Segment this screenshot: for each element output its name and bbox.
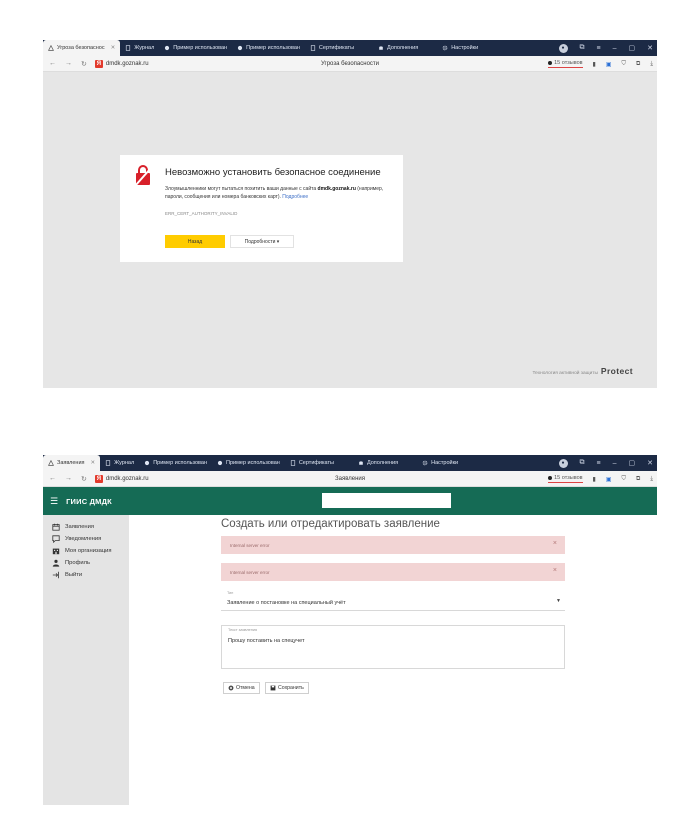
bookmark-icon[interactable]: ▮ bbox=[592, 476, 596, 483]
calendar-icon bbox=[52, 523, 60, 531]
main-content bbox=[129, 515, 657, 805]
tab-label: Дополнения bbox=[387, 45, 419, 51]
download-icon[interactable]: ⤓ bbox=[650, 60, 653, 67]
error-alert bbox=[221, 536, 565, 554]
tab-label: Заявления bbox=[57, 460, 85, 466]
close-icon[interactable]: × bbox=[552, 540, 557, 547]
forward-arrow-icon[interactable]: → bbox=[65, 474, 72, 482]
application-text-field[interactable] bbox=[221, 625, 565, 669]
page-icon bbox=[105, 460, 111, 466]
sidebar-item-label: Выйти bbox=[65, 572, 83, 578]
reviews-label: 15 отзывов bbox=[554, 475, 583, 481]
gear-icon bbox=[442, 45, 448, 51]
restore-icon[interactable]: ▢ bbox=[628, 460, 636, 467]
sidebar-item-applications[interactable] bbox=[43, 521, 129, 533]
warning-card bbox=[120, 155, 403, 262]
dot-icon bbox=[548, 61, 552, 65]
details-button[interactable]: Подробности ▾ bbox=[230, 235, 294, 248]
sidebar-item-label: Заявления bbox=[65, 524, 94, 530]
tab-extensions[interactable] bbox=[373, 40, 423, 56]
sidebar-item-profile[interactable] bbox=[43, 557, 129, 569]
browser-tab-bar bbox=[43, 455, 657, 471]
page-icon bbox=[125, 45, 131, 51]
tab-example-1[interactable] bbox=[139, 455, 212, 471]
tab-certificates[interactable] bbox=[285, 455, 339, 471]
puzzle-icon bbox=[378, 45, 384, 51]
redacted-area bbox=[322, 493, 451, 508]
tab-journal[interactable] bbox=[120, 40, 159, 56]
reload-icon[interactable]: ↻ bbox=[81, 475, 87, 483]
tab-label: Пример использован bbox=[246, 45, 300, 51]
download-icon[interactable]: ⤓ bbox=[650, 475, 653, 482]
page-icon bbox=[310, 45, 316, 51]
sidebar-item-organization[interactable] bbox=[43, 545, 129, 557]
page-title-center: Заявления bbox=[334, 475, 365, 482]
alert-text: Internal server error bbox=[230, 542, 270, 548]
close-icon[interactable]: ✕ bbox=[110, 45, 116, 51]
share-icon[interactable]: ⧉ bbox=[636, 475, 641, 482]
protect-tech-label: Технология активной защиты bbox=[532, 371, 598, 376]
page-title: Создать или отредактировать заявление bbox=[221, 518, 440, 530]
back-button[interactable]: Назад bbox=[165, 235, 225, 248]
dot-icon bbox=[548, 476, 552, 480]
alert-text: Internal server error bbox=[230, 569, 270, 575]
warning-body-text: Злоумышленники могут пытаться похитить ваши данные с сайта bbox=[165, 186, 318, 192]
more-link[interactable]: Подробнее bbox=[282, 194, 309, 200]
protect-icon[interactable]: ⛉ bbox=[621, 60, 627, 67]
tab-applications[interactable] bbox=[43, 455, 100, 471]
tab-label: Угроза безопаснос bbox=[57, 45, 105, 51]
building-icon bbox=[52, 547, 60, 555]
bookmark-icon[interactable]: ▮ bbox=[592, 61, 596, 68]
sidebar-item-label: Моя организация bbox=[65, 548, 112, 554]
tab-example-1[interactable] bbox=[159, 40, 232, 56]
minimize-icon[interactable]: – bbox=[612, 44, 617, 52]
error-code: ERR_CERT_AUTHORITY_INVALID bbox=[165, 211, 238, 216]
profile-icon[interactable]: ● bbox=[559, 459, 568, 468]
tab-security-threat[interactable] bbox=[43, 40, 120, 56]
close-icon[interactable]: ✕ bbox=[90, 460, 96, 466]
extension-icon[interactable]: ▣ bbox=[605, 476, 612, 483]
dot-icon bbox=[217, 460, 223, 466]
tab-extensions[interactable] bbox=[353, 455, 403, 471]
tab-label: Настройки bbox=[431, 460, 459, 466]
forward-arrow-icon[interactable]: → bbox=[65, 59, 72, 67]
warning-site: dmdk.goznak.ru bbox=[317, 186, 356, 192]
cancel-label: Отмена bbox=[236, 685, 255, 691]
reviews-badge[interactable] bbox=[548, 60, 582, 68]
gear-icon bbox=[422, 460, 428, 466]
close-window-icon[interactable]: ✕ bbox=[647, 45, 653, 52]
menu-icon[interactable]: ≡ bbox=[596, 44, 601, 52]
chevron-down-icon[interactable]: ▼ bbox=[556, 598, 561, 604]
minimize-icon[interactable]: – bbox=[612, 459, 617, 467]
protect-icon[interactable]: ⛉ bbox=[621, 475, 627, 482]
reviews-badge[interactable] bbox=[548, 475, 582, 483]
sidebar-item-label: Профиль bbox=[65, 560, 91, 566]
broken-lock-icon bbox=[134, 165, 152, 187]
user-icon bbox=[52, 559, 60, 567]
tab-example-2[interactable] bbox=[212, 455, 285, 471]
window-controls bbox=[559, 40, 654, 56]
app-header bbox=[43, 487, 657, 515]
dot-icon bbox=[144, 460, 150, 466]
reviews-label: 15 отзывов bbox=[554, 60, 583, 66]
text-value: Прошу поставить на спецучет bbox=[228, 638, 305, 644]
restore-icon[interactable]: ▢ bbox=[628, 45, 636, 52]
yandex-icon: Я bbox=[96, 60, 102, 67]
tab-label: Настройки bbox=[451, 45, 479, 51]
text-label: Текст заявления bbox=[228, 628, 258, 632]
warning-tab-icon bbox=[48, 45, 54, 51]
address-bar bbox=[43, 471, 657, 487]
tab-settings[interactable] bbox=[437, 40, 483, 56]
page-icon bbox=[290, 460, 296, 466]
application-form-screenshot bbox=[43, 455, 657, 805]
sidebar bbox=[43, 515, 129, 805]
tabs-icon[interactable]: ⧉ bbox=[579, 44, 585, 51]
close-window-icon[interactable]: ✕ bbox=[647, 460, 653, 467]
warning-body-text-2: (например, пароли, сообщения или номера банковских карт). bbox=[165, 186, 384, 200]
chat-icon bbox=[52, 535, 60, 543]
logout-icon bbox=[52, 571, 60, 579]
protect-footer bbox=[532, 366, 633, 376]
yandex-icon: Я bbox=[96, 475, 102, 482]
tabs-icon[interactable]: ⧉ bbox=[579, 459, 585, 466]
type-label: Тип bbox=[227, 591, 234, 595]
puzzle-icon bbox=[358, 460, 364, 466]
app-title[interactable]: ГИИС ДМДК bbox=[66, 496, 112, 506]
cancel-icon bbox=[228, 685, 234, 691]
security-warning-screenshot bbox=[43, 40, 657, 388]
url-text[interactable]: dmdk.goznak.ru bbox=[105, 475, 149, 482]
reload-icon[interactable]: ↻ bbox=[81, 60, 87, 68]
back-arrow-icon[interactable]: ← bbox=[49, 59, 56, 67]
error-alert bbox=[221, 563, 565, 581]
dot-icon bbox=[237, 45, 243, 51]
type-select[interactable] bbox=[221, 589, 565, 611]
sidebar-item-notifications[interactable] bbox=[43, 533, 129, 545]
save-label: Сохранить bbox=[278, 685, 304, 691]
sidebar-item-label: Уведомления bbox=[65, 536, 102, 542]
share-icon[interactable]: ⧉ bbox=[636, 60, 641, 67]
tab-settings[interactable] bbox=[417, 455, 463, 471]
warning-body bbox=[165, 185, 397, 201]
warning-title: Невозможно установить безопасное соединение bbox=[165, 167, 381, 178]
tab-label: Сертификаты bbox=[318, 45, 355, 51]
browser-tab-bar bbox=[43, 40, 657, 56]
url-text[interactable]: dmdk.goznak.ru bbox=[105, 60, 149, 67]
sidebar-item-logout[interactable] bbox=[43, 569, 129, 581]
warning-tab-icon bbox=[48, 460, 54, 466]
hamburger-menu-icon[interactable]: ☰ bbox=[50, 495, 59, 506]
dot-icon bbox=[164, 45, 170, 51]
close-icon[interactable]: × bbox=[552, 567, 557, 574]
tab-label: Пример использован bbox=[226, 460, 280, 466]
save-button[interactable] bbox=[265, 682, 309, 694]
address-bar bbox=[43, 56, 657, 72]
page-title-center: Угроза безопасности bbox=[320, 60, 380, 67]
profile-icon[interactable]: ● bbox=[559, 44, 568, 53]
type-value: Заявление о постановке на специальный учёт bbox=[227, 600, 346, 606]
tab-journal[interactable] bbox=[100, 455, 139, 471]
protect-logo: Protect bbox=[600, 366, 633, 376]
tab-label: Пример использован bbox=[173, 45, 228, 51]
menu-icon[interactable]: ≡ bbox=[596, 459, 601, 467]
extension-icon[interactable]: ▣ bbox=[605, 61, 612, 68]
tab-label: Пример использован bbox=[153, 460, 208, 466]
tab-label: Сертификаты bbox=[298, 460, 334, 466]
tab-label: Журнал bbox=[134, 45, 155, 51]
back-arrow-icon[interactable]: ← bbox=[49, 474, 56, 482]
window-controls bbox=[559, 455, 654, 471]
tab-label: Журнал bbox=[114, 460, 135, 466]
tab-example-2[interactable] bbox=[232, 40, 305, 56]
save-icon bbox=[270, 685, 276, 691]
tab-label: Дополнения bbox=[366, 460, 399, 466]
tab-certificates[interactable] bbox=[305, 40, 359, 56]
cancel-button[interactable] bbox=[223, 682, 260, 694]
